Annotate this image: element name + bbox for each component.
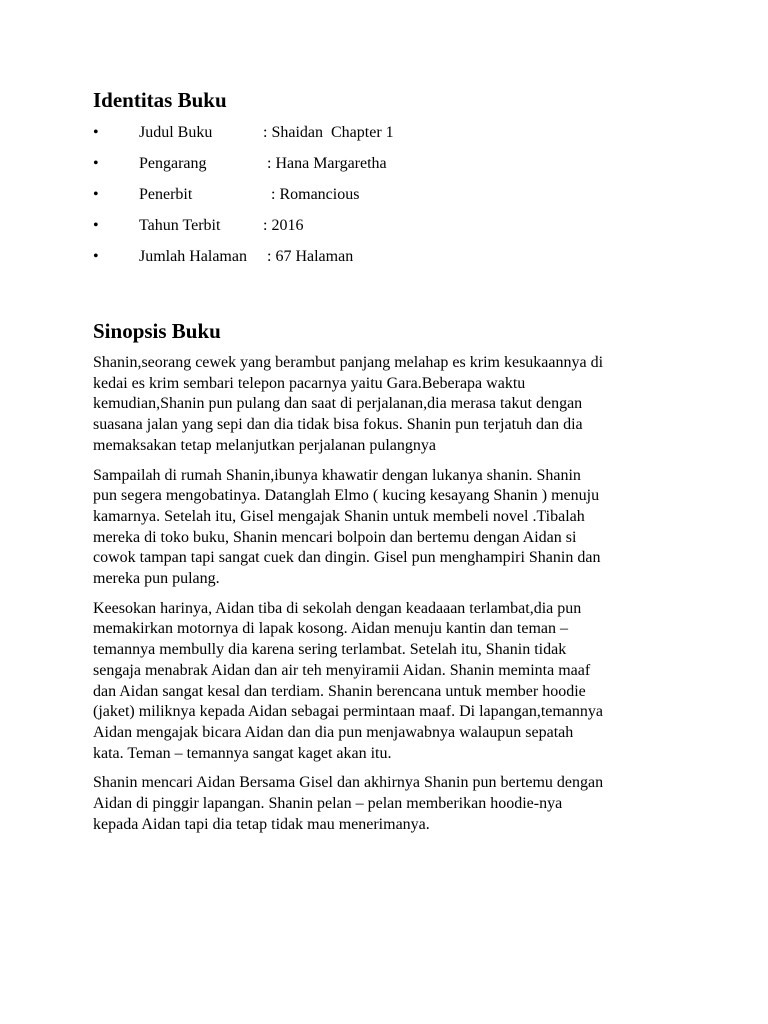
identity-row-year [93,215,683,246]
identity-label: Jumlah Halaman [139,248,247,265]
identity-value: : 2016 [263,217,304,234]
identity-label: Tahun Terbit [139,217,221,234]
document-page [93,86,683,844]
synopsis-heading: Sinopsis Buku [93,319,221,343]
identity-list [93,122,683,277]
synopsis-paragraph: Sampailah di rumah Shanin,ibunya khawatir dengan lukanya shanin. Shanin pun segera mengobatinya. Datanglah Elmo ( kucing kesayang Shanin ) menuju kamarnya. Setelah itu, Gisel mengajak Shanin untuk membeli novel .Tibalah mereka di toko buku, Shanin mencari bolpoin dan bertemu dengan Aidan si cowok tampan tapi sangat cuek dan dingin. Gisel pun menghampiri Shanin dan mereka pun pulang. [93,466,601,588]
synopsis-paragraph: Shanin mencari Aidan Bersama Gisel dan akhirnya Shanin pun bertemu dengan Aidan di pinggir lapangan. Shanin pelan – pelan memberikan hoodie-nya kepada Aidan tapi dia tetap tidak mau menerimanya. [93,774,604,833]
synopsis-paragraph: Shanin,seorang cewek yang berambut panjang melahap es krim kesukaannya di kedai es krim sembari telepon pacarnya yaitu Gara.Beberapa waktu kemudian,Shanin pun pulang dan saat di perjalanan,dia merasa takut dengan suasana jalan yang sepi dan dia tidak bisa fokus. Shanin pun terjatuh dan dia memaksakan tetap melanjutkan perjalanan pulangnya [93,354,604,454]
identity-value: : Shaidan Chapter 1 [263,124,394,141]
identity-label: Pengarang [139,155,207,172]
identity-heading: Identitas Buku [93,88,227,112]
identity-row-pages [93,246,683,277]
synopsis-paragraph: Keesokan harinya, Aidan tiba di sekolah dengan keadaaan terlambat,dia pun memakirkan motornya di lapak kosong. Aidan menuju kantin dan teman – temannya membully dia karena sering terlambat. Setelah itu, Shanin tidak sengaja menabrak Aidan dan air teh menyiramii Aidan. Shanin meminta maaf dan Aidan sangat kesal dan terdiam. Shanin berencana untuk member hoodie (jaket) miliknya kepada Aidan sebagai permintaan maaf. Di lapangan,temannya Aidan mengajak bicara Aidan dan dia pun menjawabnya walaupun sepatah kata. Teman – temannya sangat kaget akan itu. [93,599,604,762]
identity-value: : Romancious [263,186,360,203]
identity-row-publisher [93,184,683,215]
identity-value: : 67 Halaman [263,248,354,265]
bullet: • [93,186,99,203]
bullet: • [93,124,99,141]
identity-label: Penerbit [139,186,193,203]
bullet: • [93,217,99,234]
bullet: • [93,248,99,265]
synopsis-body [93,353,683,835]
identity-label: Judul Buku [139,124,213,141]
identity-row-title [93,122,683,153]
bullet: • [93,155,99,172]
identity-row-author [93,153,683,184]
identity-value: : Hana Margaretha [263,155,387,172]
